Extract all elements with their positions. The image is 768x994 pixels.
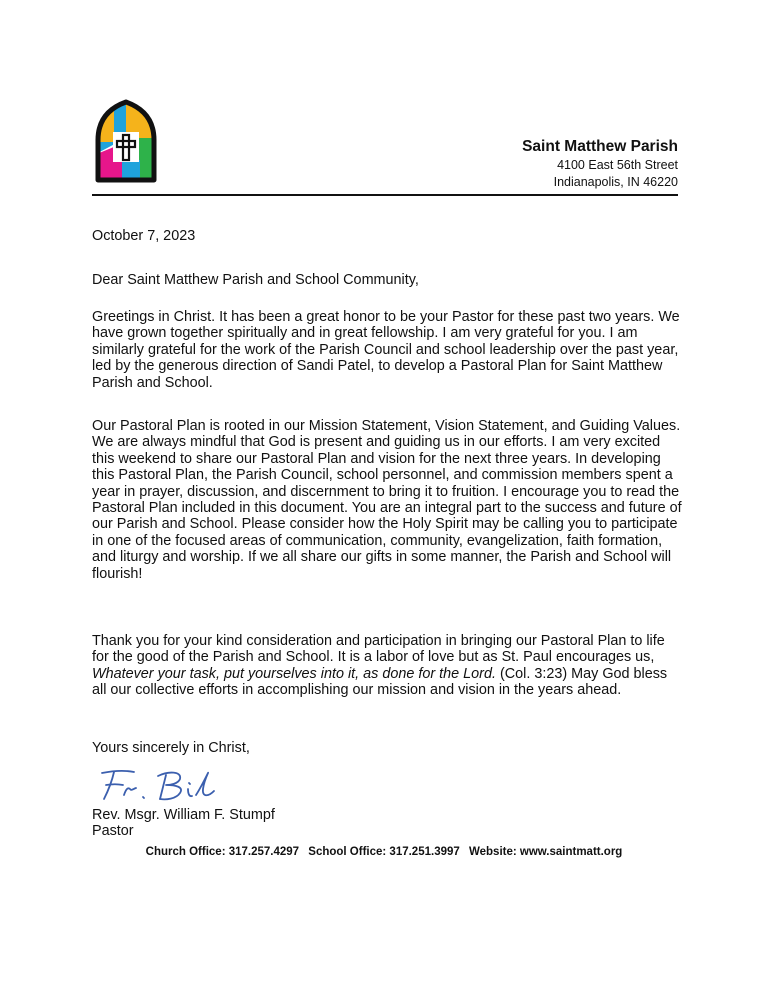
header-divider — [92, 194, 678, 196]
address-line-1: 4100 East 56th Street — [557, 158, 678, 172]
address-line-2: Indianapolis, IN 46220 — [553, 175, 678, 189]
organization-header — [522, 137, 678, 191]
scripture-quote: Whatever your task, put yourselves into it, as done for the Lord. — [92, 665, 496, 682]
paragraph-3 — [92, 633, 682, 699]
org-name: Saint Matthew Parish — [522, 138, 678, 155]
stained-glass-cross-icon — [92, 98, 160, 184]
footer-contacts — [0, 846, 768, 858]
paragraph-3-end: (Col. 3:23) May God bless all our collective efforts in accomplishing our mission and vision in the years ahead. — [92, 665, 668, 699]
signer-block — [92, 807, 275, 840]
signer-name: Rev. Msgr. William F. Stumpf — [92, 807, 275, 823]
closing: Yours sincerely in Christ, — [92, 740, 250, 756]
salutation: Dear Saint Matthew Parish and School Community, — [92, 272, 419, 288]
handwritten-signature — [96, 767, 226, 803]
paragraph-2-text: Our Pastoral Plan is rooted in our Mission Statement, Vision Statement, and Guiding Values. We are always mindful that God is present and guiding us in our efforts. I am very excited this weekend to share our Pastoral Plan and vision for the next three years. In developing this Pastoral Plan, the Parish Council, school personnel, and commission members spent a year in prayer, discussion, and discernment to bring it to fruition. I encourage you to read the Pastoral Plan included in this document. You are an integral part to the success and future of our Parish and School. Please consider how the Holy Spirit may be calling you to participate in one of the focused areas of communication, community, evangelization, faith formation, and liturgy and worship. If we all share our gifts in some manner, the Parish and School will flourish! — [92, 418, 682, 582]
paragraph-3-start: Thank you for your kind consideration and participation in bringing our Pastoral Plan to life for the good of the Parish and School. It is a labor of love but as St. Paul encourages us, — [92, 633, 665, 666]
letter-date: October 7, 2023 — [92, 228, 196, 244]
paragraph-1 — [92, 309, 682, 391]
paragraph-2 — [92, 418, 682, 582]
paragraph-1-text: Greetings in Christ. It has been a great honor to be your Pastor for these past two years. We have grown together spiritually and in great fellowship. I am very grateful for you. I am similarly grateful for the work of the Parish Council and school leadership over the past year, led by the generous direction of Sandi Patel, to develop a Pastoral Plan for Saint Matthew Parish and School. — [92, 309, 680, 391]
school-office-phone: School Office: 317.251.3997 — [308, 846, 460, 858]
signer-title: Pastor — [92, 823, 134, 840]
website-link[interactable]: Website: www.saintmatt.org — [468, 846, 623, 858]
church-office-phone: Church Office: 317.257.4297 — [145, 846, 300, 858]
